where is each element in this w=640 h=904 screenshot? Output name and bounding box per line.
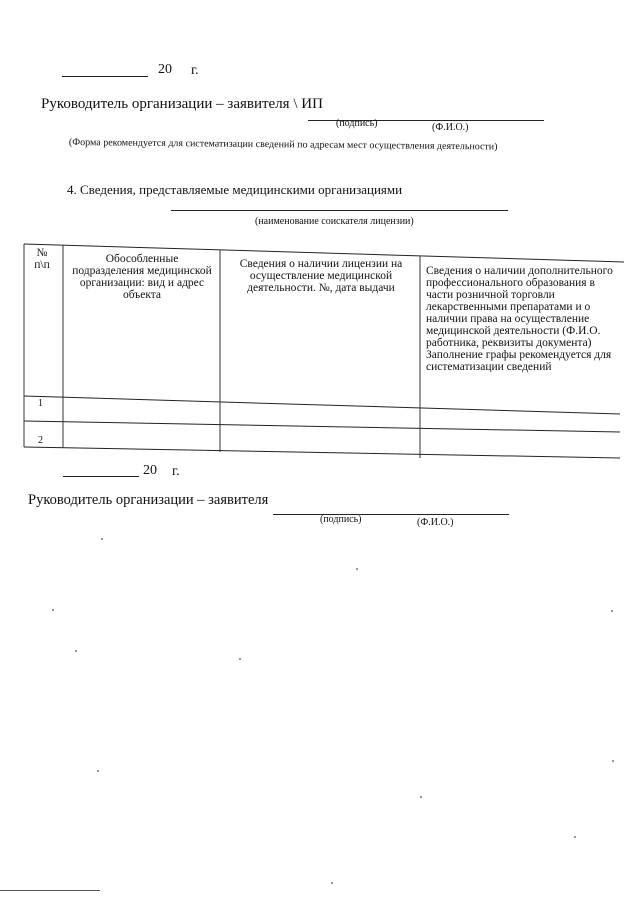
- bottom-date-suffix: г.: [172, 464, 180, 479]
- head-line-2: Руководитель организации – заявителя: [28, 492, 269, 508]
- sig-label-1-signature: (подпись): [336, 118, 378, 129]
- scan-speck: [97, 770, 99, 772]
- section-caption: (наименование соискателя лицензии): [255, 216, 414, 227]
- head-line-2-blank: [273, 514, 509, 515]
- form-note: (Форма рекомендуется для систематизации сведений по адресам мест осуществления деятельности): [68, 137, 498, 153]
- scan-speck: [52, 609, 54, 611]
- top-date-suffix: г.: [191, 63, 199, 78]
- table-header-license: Сведения о наличии лицензии на осуществление медицинской деятельности. №, дата выдачи: [239, 258, 403, 294]
- scan-speck: [239, 658, 241, 660]
- scan-edge-mark: [0, 890, 100, 891]
- table-header-education: Сведения о наличии дополнительного профессионального образования в части розничной торговли лекарственными препаратами и о наличии права на осуществление медицинской деятельности (Ф.И.О. работника, реквизиты документа) Заполнение графы рекомендуется для систематизации сведений: [426, 265, 613, 373]
- table-row-number: 1: [38, 398, 43, 409]
- sig-label-2-signature: (подпись): [320, 514, 362, 525]
- scan-speck: [331, 882, 333, 884]
- scan-speck: [356, 568, 358, 570]
- top-date-year: 20: [158, 62, 172, 77]
- table-header-subdivisions: Обособленные подразделения медицинской организации: вид и адрес объекта: [72, 253, 212, 301]
- bottom-date-year: 20: [143, 463, 157, 478]
- sig-label-1-name: (Ф.И.О.): [432, 122, 469, 133]
- scan-speck: [101, 538, 103, 540]
- table-row-number: 2: [38, 435, 43, 446]
- head-line-1: Руководитель организации – заявителя \ ИП: [41, 96, 323, 112]
- scan-speck: [420, 796, 422, 798]
- scan-speck: [574, 836, 576, 838]
- scan-speck: [612, 760, 614, 762]
- sig-label-2-name: (Ф.И.О.): [417, 517, 454, 528]
- scan-speck: [75, 650, 77, 652]
- section-title: 4. Сведения, представляемые медицинскими организациями: [67, 182, 403, 197]
- bottom-date-blank: [63, 476, 139, 477]
- table-header-number: № п\п: [34, 247, 50, 271]
- scan-speck: [611, 610, 613, 612]
